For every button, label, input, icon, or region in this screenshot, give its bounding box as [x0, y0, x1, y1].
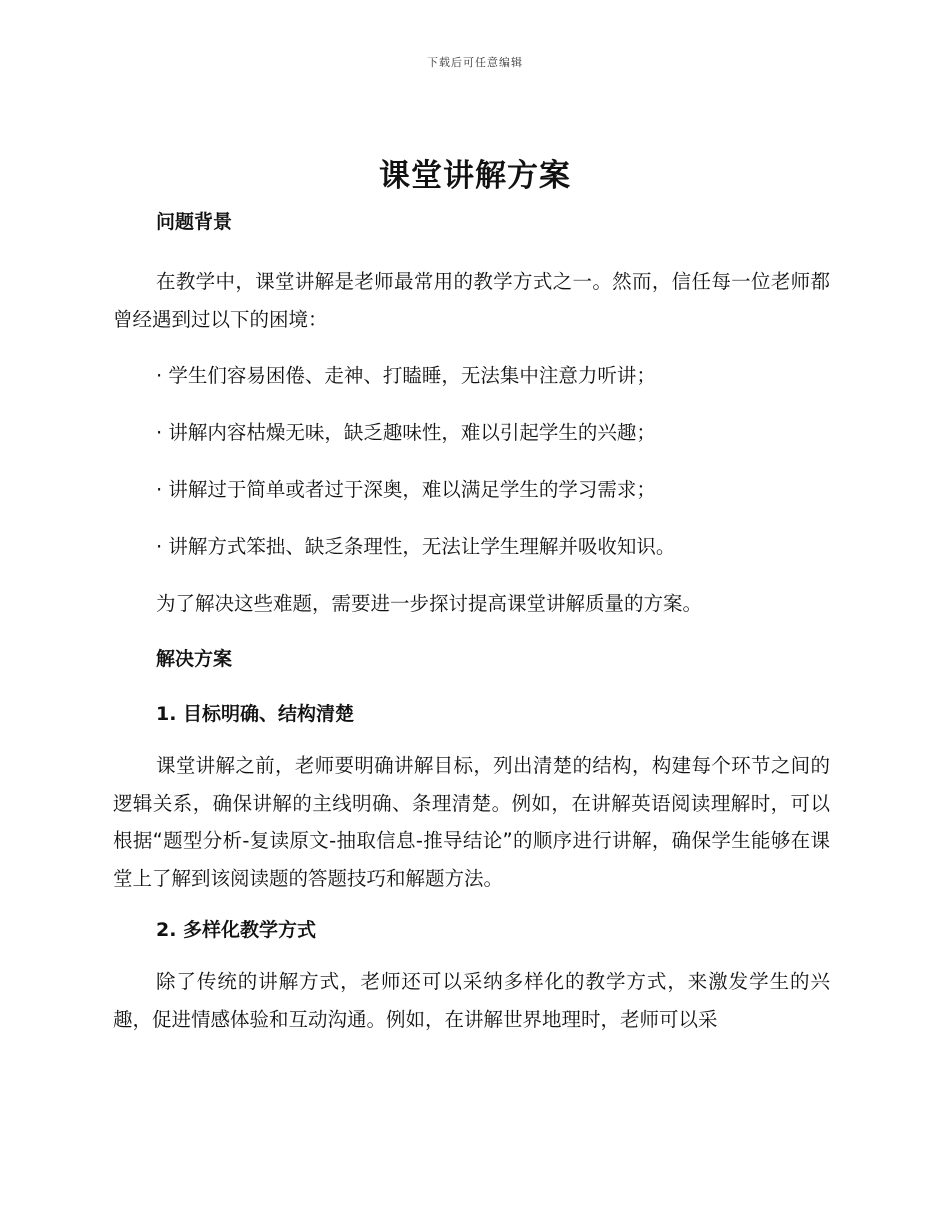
page-header-note: 下载后可任意编辑 [427, 56, 523, 69]
document-body [113, 206, 830, 1038]
section-heading-background: 问题背景 [156, 211, 233, 233]
section-heading-solution: 解决方案 [156, 648, 233, 670]
subsection-body-1: 课堂讲解之前，老师要明确讲解目标，列出清楚的结构，构建每个环节之间的逻辑关系，确保讲解的主线明确、条理清楚。例如，在讲解英语阅读理解时，可以根据“题型分析-复读原文-抽取信息-推导结论”的顺序进行讲解，确保学生能够在课堂上了解到该阅读题的答题技巧和解题方法。 [113, 754, 830, 890]
problem-list [113, 360, 830, 563]
subsection-heading-1: 1. 目标明确、结构清楚 [156, 703, 355, 725]
conclusion-paragraph: 为了解决这些难题，需要进一步探讨提高课堂讲解质量的方案。 [156, 592, 703, 615]
subsection-body-2: 除了传统的讲解方式，老师还可以采纳多样化的教学方式，来激发学生的兴趣，促进情感体验和互动沟通。例如，在讲解世界地理时，老师可以采 [113, 970, 830, 1031]
list-item: · 学生们容易困倦、走神、打瞌睡，无法集中注意力听讲； [156, 364, 656, 387]
intro-paragraph: 在教学中，课堂讲解是老师最常用的教学方式之一。然而，信任每一位老师都曾经遇到过以下的困境： [113, 270, 830, 331]
list-item: · 讲解内容枯燥无味，缺乏趣味性，难以引起学生的兴趣； [156, 421, 656, 444]
list-item: · 讲解过于简单或者过于深奥，难以满足学生的学习需求； [156, 478, 656, 501]
document-title: 课堂讲解方案 [379, 158, 571, 194]
subsection-heading-2: 2. 多样化教学方式 [156, 919, 317, 941]
list-item: · 讲解方式笨拙、缺乏条理性，无法让学生理解并吸收知识。 [156, 535, 676, 558]
